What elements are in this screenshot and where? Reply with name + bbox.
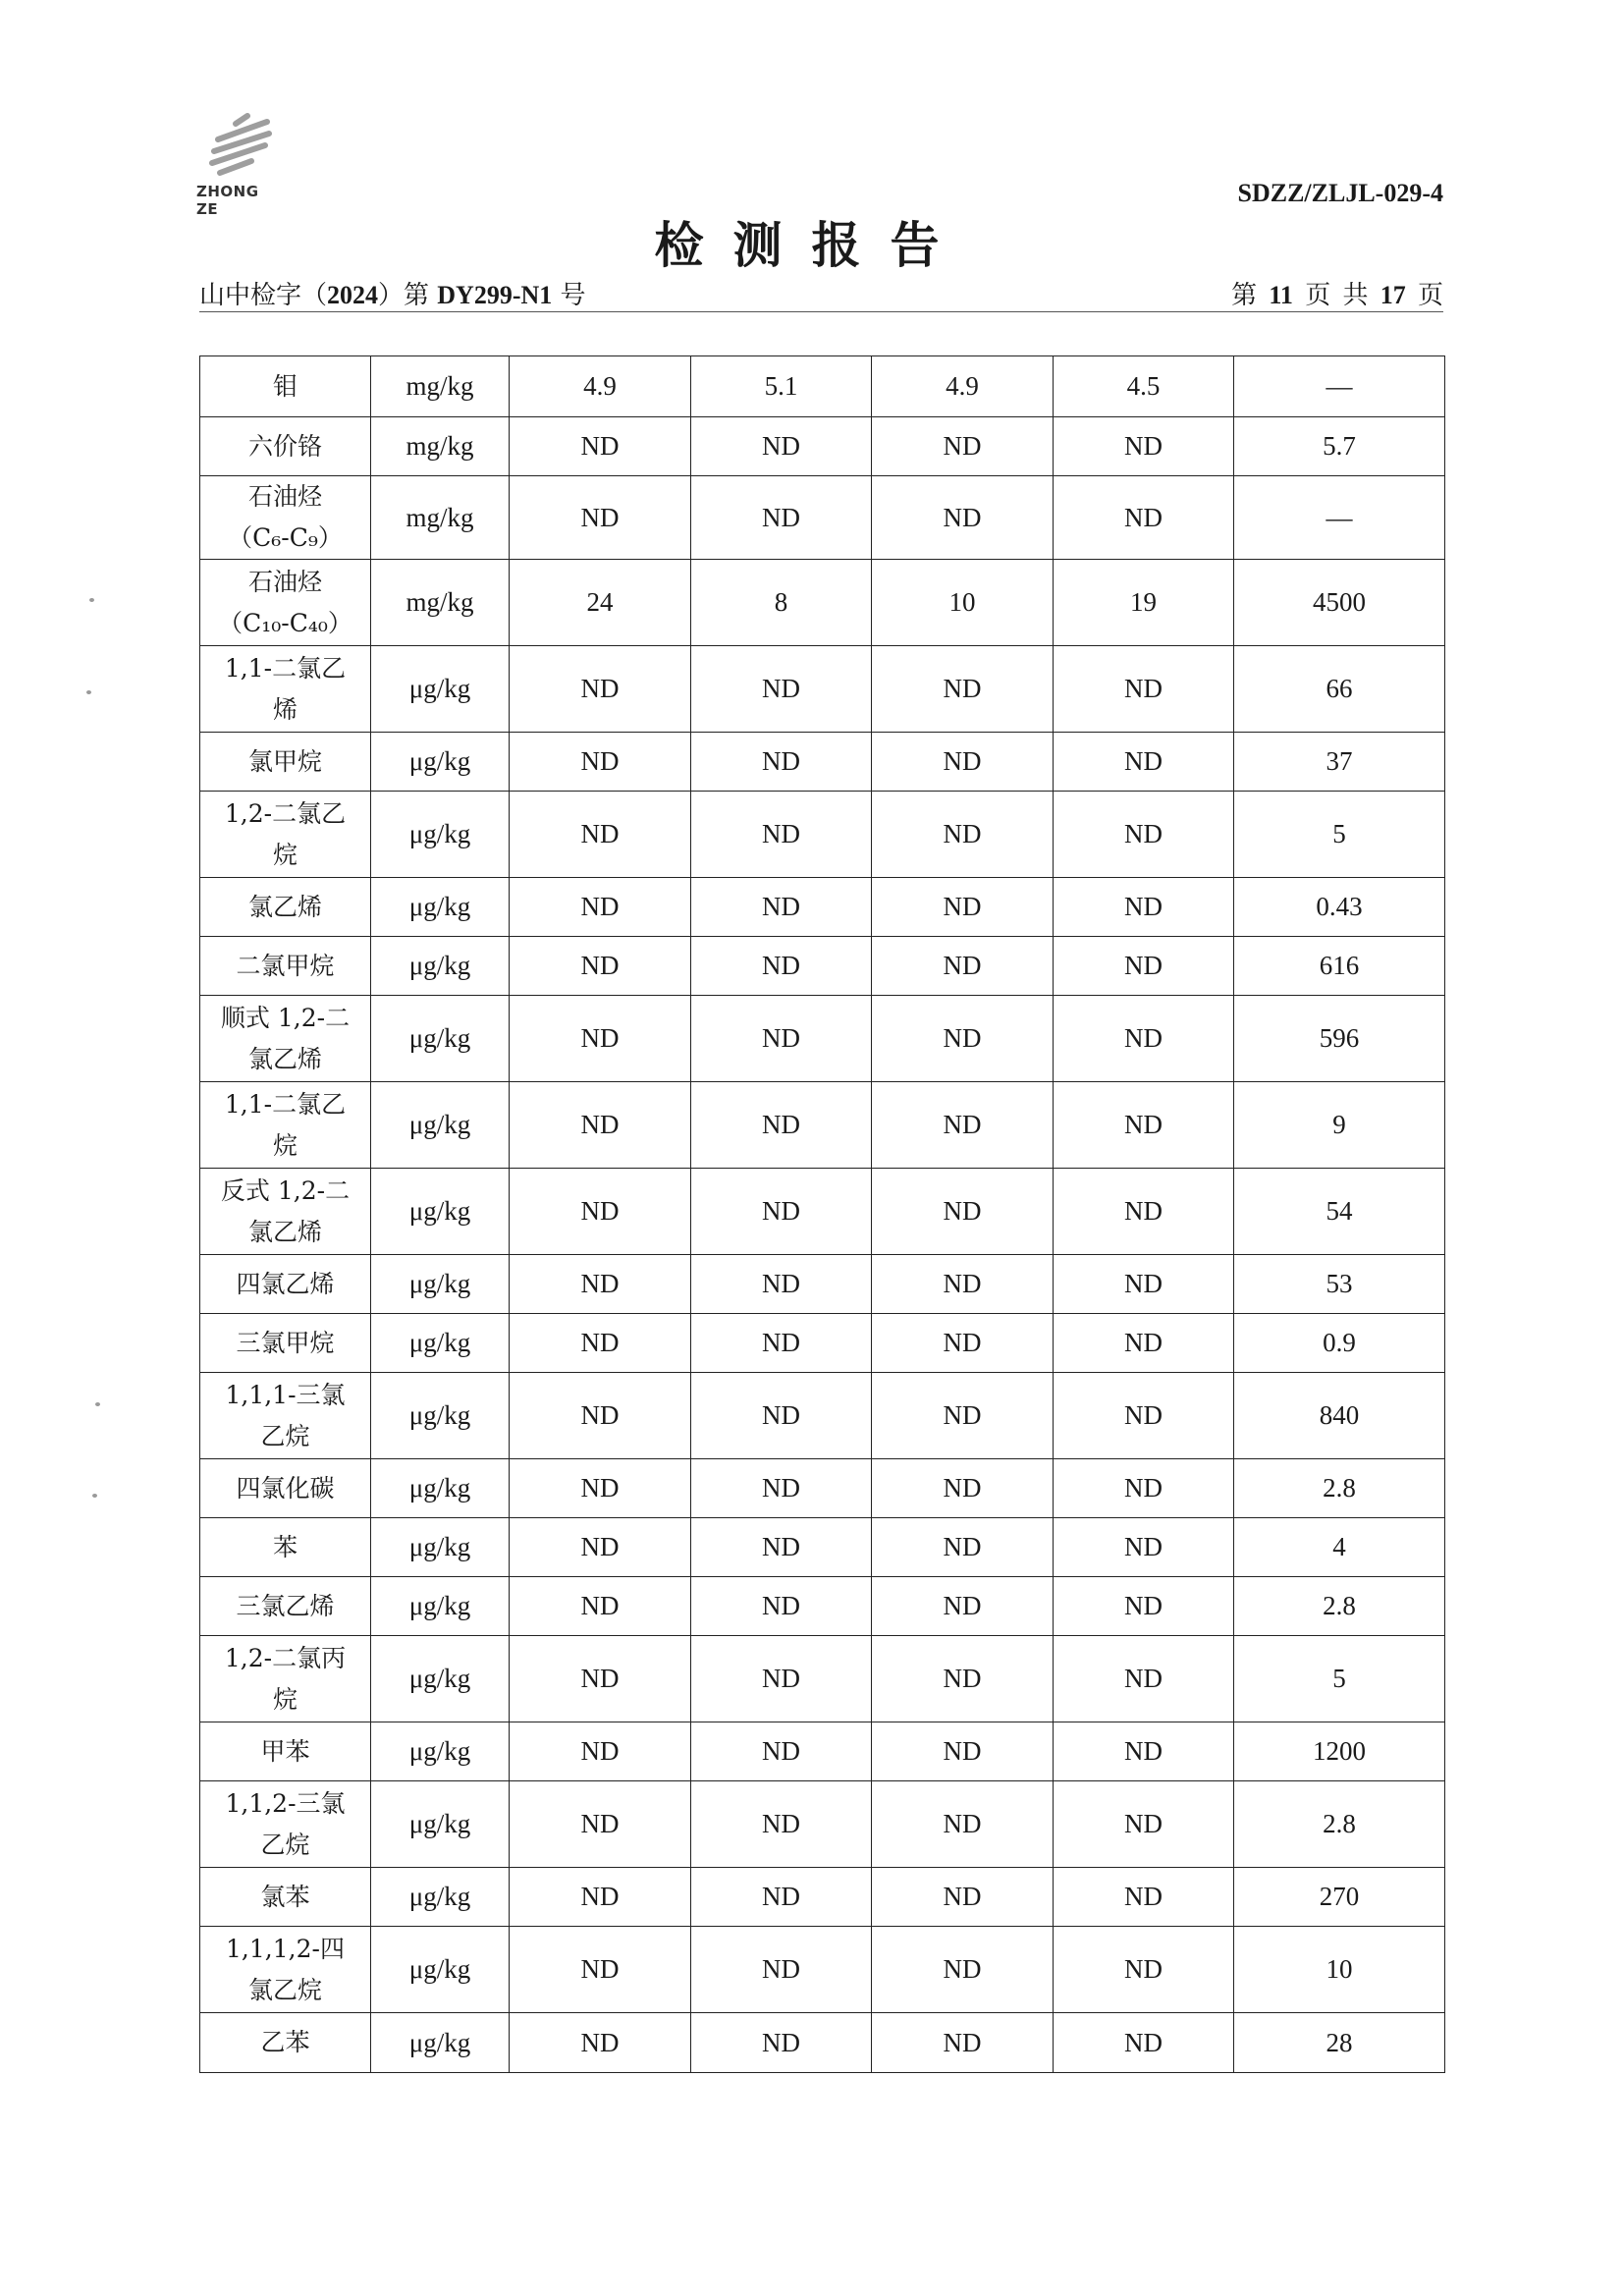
sample-3-cell: ND xyxy=(872,1927,1054,2013)
limit-cell: 2.8 xyxy=(1234,1577,1445,1636)
item-name-line: （C₁₀-C₄₀） xyxy=(218,608,352,637)
sample-3-cell: ND xyxy=(872,1169,1054,1255)
sample-3-cell: ND xyxy=(872,996,1054,1082)
sample-4-cell: ND xyxy=(1054,1459,1234,1518)
sample-1-cell: ND xyxy=(510,1169,691,1255)
item-name-line: 乙苯 xyxy=(260,2028,310,2056)
limit-cell: 4 xyxy=(1234,1518,1445,1577)
sample-4-cell: ND xyxy=(1054,1636,1234,1722)
item-name-cell xyxy=(200,1082,371,1169)
sample-2-cell: ND xyxy=(691,417,872,476)
limit-cell: 840 xyxy=(1234,1373,1445,1459)
item-name-cell xyxy=(200,1314,371,1373)
limit-cell: 66 xyxy=(1234,646,1445,733)
unit-cell: μg/kg xyxy=(371,878,510,937)
limit-cell: 5.7 xyxy=(1234,417,1445,476)
item-name-cell xyxy=(200,417,371,476)
unit-cell: μg/kg xyxy=(371,1518,510,1577)
sample-4-cell: ND xyxy=(1054,1577,1234,1636)
item-name-cell xyxy=(200,560,371,646)
item-name-line: 钼 xyxy=(272,371,298,401)
unit-cell: mg/kg xyxy=(371,417,510,476)
sample-3-cell: ND xyxy=(872,1518,1054,1577)
item-name-line: 甲苯 xyxy=(260,1736,310,1766)
sample-1-cell: ND xyxy=(510,1927,691,2013)
sample-2-cell: ND xyxy=(691,1373,872,1459)
unit-cell: mg/kg xyxy=(371,356,510,417)
item-name-line: 氯苯 xyxy=(260,1882,310,1911)
sample-4-cell: 19 xyxy=(1054,560,1234,646)
item-name-cell xyxy=(200,1169,371,1255)
limit-cell: — xyxy=(1234,356,1445,417)
unit-cell: mg/kg xyxy=(371,560,510,646)
item-name-cell xyxy=(200,792,371,878)
sample-1-cell: ND xyxy=(510,417,691,476)
item-name-line: 1,1,1-三氯 xyxy=(225,1380,346,1409)
sample-1-cell: ND xyxy=(510,792,691,878)
limit-cell: 5 xyxy=(1234,1636,1445,1722)
item-name-cell xyxy=(200,878,371,937)
sample-1-cell: ND xyxy=(510,1577,691,1636)
sample-2-cell: ND xyxy=(691,1636,872,1722)
unit-cell: μg/kg xyxy=(371,1577,510,1636)
unit-cell: μg/kg xyxy=(371,1314,510,1373)
unit-cell: μg/kg xyxy=(371,996,510,1082)
sample-2-cell: ND xyxy=(691,996,872,1082)
sample-2-cell: 8 xyxy=(691,560,872,646)
item-name-line: 乙烷 xyxy=(260,1830,310,1859)
sample-1-cell: ND xyxy=(510,476,691,560)
sample-2-cell: ND xyxy=(691,2013,872,2073)
limit-cell: 0.9 xyxy=(1234,1314,1445,1373)
sample-1-cell: ND xyxy=(510,1373,691,1459)
item-name-line: 1,1-二氯乙 xyxy=(224,1089,347,1119)
sample-2-cell: ND xyxy=(691,1169,872,1255)
unit-cell: μg/kg xyxy=(371,1373,510,1459)
table-row xyxy=(200,878,1445,937)
page-indicator xyxy=(1231,275,1443,311)
table-row xyxy=(200,1868,1445,1927)
item-name-cell xyxy=(200,646,371,733)
item-name-cell xyxy=(200,356,371,417)
item-name-line: 1,1,1,2-四 xyxy=(226,1934,345,1963)
sample-2-cell: ND xyxy=(691,1868,872,1927)
scan-speck xyxy=(89,598,94,602)
table-row xyxy=(200,1722,1445,1781)
item-name-line: 1,2-二氯丙 xyxy=(224,1643,347,1672)
table-row xyxy=(200,1781,1445,1868)
sample-4-cell: ND xyxy=(1054,996,1234,1082)
limit-cell: — xyxy=(1234,476,1445,560)
item-name-cell xyxy=(200,1518,371,1577)
item-name-line: 乙烷 xyxy=(260,1421,310,1450)
sample-2-cell: ND xyxy=(691,1255,872,1314)
item-name-cell xyxy=(200,1459,371,1518)
item-name-line: 三氯甲烷 xyxy=(236,1328,335,1357)
sample-4-cell: ND xyxy=(1054,1722,1234,1781)
document-code: SDZZ/ZLJL-029-4 xyxy=(1237,179,1443,207)
limit-cell: 2.8 xyxy=(1234,1459,1445,1518)
item-name-cell xyxy=(200,733,371,792)
sample-1-cell: ND xyxy=(510,1868,691,1927)
table-row xyxy=(200,1636,1445,1722)
sample-2-cell: ND xyxy=(691,1518,872,1577)
item-name-cell xyxy=(200,1927,371,2013)
sample-4-cell: ND xyxy=(1054,646,1234,733)
report-number xyxy=(199,275,586,311)
limit-cell: 10 xyxy=(1234,1927,1445,2013)
page-total: 17 xyxy=(1380,281,1406,309)
item-name-line: 三氯乙烯 xyxy=(236,1591,335,1620)
table-row xyxy=(200,1255,1445,1314)
sample-3-cell: ND xyxy=(872,417,1054,476)
table-row xyxy=(200,560,1445,646)
sample-2-cell: ND xyxy=(691,1577,872,1636)
report-no-prefix: 山中检字（ xyxy=(199,281,328,310)
unit-cell: μg/kg xyxy=(371,1082,510,1169)
item-name-cell xyxy=(200,1577,371,1636)
table-row xyxy=(200,1314,1445,1373)
limit-cell: 5 xyxy=(1234,792,1445,878)
limit-cell: 2.8 xyxy=(1234,1781,1445,1868)
sample-2-cell: ND xyxy=(691,878,872,937)
sample-2-cell: ND xyxy=(691,937,872,996)
item-name-line: 氯乙烯 xyxy=(247,892,322,921)
sample-4-cell: ND xyxy=(1054,1169,1234,1255)
item-name-cell xyxy=(200,1636,371,1722)
unit-cell: μg/kg xyxy=(371,1459,510,1518)
limit-cell: 37 xyxy=(1234,733,1445,792)
sample-1-cell: ND xyxy=(510,1636,691,1722)
table-row xyxy=(200,417,1445,476)
logo-text: ZHONG ZE xyxy=(196,183,259,218)
limit-cell: 53 xyxy=(1234,1255,1445,1314)
sample-3-cell: ND xyxy=(872,476,1054,560)
table-row xyxy=(200,1927,1445,2013)
sample-2-cell: ND xyxy=(691,1722,872,1781)
item-name-line: 烯 xyxy=(272,694,298,724)
item-name-line: 1,1-二氯乙 xyxy=(224,653,347,683)
unit-cell: μg/kg xyxy=(371,1255,510,1314)
item-name-cell xyxy=(200,1722,371,1781)
limit-cell: 28 xyxy=(1234,2013,1445,2073)
table-row xyxy=(200,646,1445,733)
item-name-line: 氯甲烷 xyxy=(247,746,322,776)
sample-1-cell: ND xyxy=(510,1518,691,1577)
sample-2-cell: ND xyxy=(691,733,872,792)
item-name-line: （C₆-C₉） xyxy=(228,523,343,552)
page-label-a: 第 xyxy=(1231,281,1258,310)
item-name-cell xyxy=(200,2013,371,2073)
table-row xyxy=(200,1459,1445,1518)
sample-2-cell: 5.1 xyxy=(691,356,872,417)
sample-4-cell: ND xyxy=(1054,792,1234,878)
sample-4-cell: ND xyxy=(1054,1781,1234,1868)
sample-3-cell: ND xyxy=(872,733,1054,792)
table-row xyxy=(200,792,1445,878)
item-name-line: 烷 xyxy=(272,840,298,869)
page-label-b: 页 共 xyxy=(1305,281,1369,310)
unit-cell: μg/kg xyxy=(371,1868,510,1927)
item-name-line: 烷 xyxy=(272,1684,298,1714)
sample-3-cell: ND xyxy=(872,2013,1054,2073)
sample-1-cell: 24 xyxy=(510,560,691,646)
sample-3-cell: ND xyxy=(872,1459,1054,1518)
item-name-line: 1,2-二氯乙 xyxy=(224,798,347,828)
item-name-line: 顺式 1,2-二 xyxy=(220,1003,351,1032)
table-row xyxy=(200,356,1445,417)
sample-3-cell: ND xyxy=(872,792,1054,878)
page-title: 检测报告 xyxy=(654,216,969,274)
item-name-line: 反式 1,2-二 xyxy=(220,1175,351,1205)
item-name-cell xyxy=(200,476,371,560)
unit-cell: μg/kg xyxy=(371,1636,510,1722)
table-row xyxy=(200,1373,1445,1459)
logo-mark-icon xyxy=(196,110,285,184)
item-name-line: 四氯化碳 xyxy=(236,1473,335,1503)
scan-speck xyxy=(95,1402,100,1406)
sample-1-cell: ND xyxy=(510,1255,691,1314)
sample-1-cell: ND xyxy=(510,646,691,733)
sample-2-cell: ND xyxy=(691,792,872,878)
sample-1-cell: ND xyxy=(510,1781,691,1868)
unit-cell: μg/kg xyxy=(371,646,510,733)
sample-4-cell: ND xyxy=(1054,2013,1234,2073)
sample-4-cell: ND xyxy=(1054,1868,1234,1927)
sample-3-cell: ND xyxy=(872,878,1054,937)
scan-speck xyxy=(92,1494,97,1498)
sample-3-cell: 4.9 xyxy=(872,356,1054,417)
sample-1-cell: 4.9 xyxy=(510,356,691,417)
item-name-line: 氯乙烯 xyxy=(247,1044,322,1073)
sample-2-cell: ND xyxy=(691,1459,872,1518)
sample-1-cell: ND xyxy=(510,2013,691,2073)
sample-1-cell: ND xyxy=(510,733,691,792)
page-label-c: 页 xyxy=(1417,281,1443,310)
item-name-line: 苯 xyxy=(272,1532,298,1561)
unit-cell: μg/kg xyxy=(371,937,510,996)
sample-1-cell: ND xyxy=(510,1722,691,1781)
results-table xyxy=(199,355,1445,2073)
item-name-line: 烷 xyxy=(272,1130,298,1160)
item-name-cell xyxy=(200,1255,371,1314)
sample-3-cell: 10 xyxy=(872,560,1054,646)
table-row xyxy=(200,1518,1445,1577)
limit-cell: 54 xyxy=(1234,1169,1445,1255)
sample-1-cell: ND xyxy=(510,1314,691,1373)
limit-cell: 596 xyxy=(1234,996,1445,1082)
item-name-line: 石油烃 xyxy=(247,567,322,596)
report-no-suffix: 号 xyxy=(552,281,586,310)
sample-4-cell: 4.5 xyxy=(1054,356,1234,417)
unit-cell: μg/kg xyxy=(371,733,510,792)
sample-4-cell: ND xyxy=(1054,1314,1234,1373)
sample-2-cell: ND xyxy=(691,1927,872,2013)
sample-1-cell: ND xyxy=(510,1082,691,1169)
table-row xyxy=(200,2013,1445,2073)
item-name-line: 四氯乙烯 xyxy=(236,1269,335,1298)
sample-4-cell: ND xyxy=(1054,937,1234,996)
sample-3-cell: ND xyxy=(872,1255,1054,1314)
sample-2-cell: ND xyxy=(691,1781,872,1868)
sample-2-cell: ND xyxy=(691,1314,872,1373)
limit-cell: 4500 xyxy=(1234,560,1445,646)
sample-2-cell: ND xyxy=(691,476,872,560)
item-name-cell xyxy=(200,1868,371,1927)
table-row xyxy=(200,996,1445,1082)
sample-2-cell: ND xyxy=(691,646,872,733)
sample-1-cell: ND xyxy=(510,878,691,937)
sample-3-cell: ND xyxy=(872,1781,1054,1868)
item-name-cell xyxy=(200,937,371,996)
sample-4-cell: ND xyxy=(1054,1518,1234,1577)
report-no-middle: ）第 xyxy=(378,281,438,310)
limit-cell: 270 xyxy=(1234,1868,1445,1927)
item-name-cell xyxy=(200,996,371,1082)
table-row xyxy=(200,733,1445,792)
sample-4-cell: ND xyxy=(1054,878,1234,937)
sample-4-cell: ND xyxy=(1054,476,1234,560)
sample-3-cell: ND xyxy=(872,1082,1054,1169)
sample-3-cell: ND xyxy=(872,1314,1054,1373)
limit-cell: 1200 xyxy=(1234,1722,1445,1781)
item-name-line: 二氯甲烷 xyxy=(236,951,335,980)
item-name-cell xyxy=(200,1373,371,1459)
report-year: 2024 xyxy=(327,281,379,309)
item-name-line: 1,1,2-三氯 xyxy=(225,1788,346,1818)
table-row xyxy=(200,476,1445,560)
limit-cell: 0.43 xyxy=(1234,878,1445,937)
item-name-cell xyxy=(200,1781,371,1868)
sample-4-cell: ND xyxy=(1054,1373,1234,1459)
table-row xyxy=(200,1577,1445,1636)
sample-4-cell: ND xyxy=(1054,733,1234,792)
sample-4-cell: ND xyxy=(1054,1255,1234,1314)
limit-cell: 616 xyxy=(1234,937,1445,996)
table-row xyxy=(200,937,1445,996)
item-name-line: 氯乙烯 xyxy=(247,1217,322,1246)
sample-3-cell: ND xyxy=(872,1577,1054,1636)
report-serial: DY299-N1 xyxy=(437,281,553,309)
sample-1-cell: ND xyxy=(510,1459,691,1518)
unit-cell: μg/kg xyxy=(371,1722,510,1781)
sample-3-cell: ND xyxy=(872,1722,1054,1781)
sample-1-cell: ND xyxy=(510,996,691,1082)
page-current: 11 xyxy=(1269,281,1293,309)
unit-cell: μg/kg xyxy=(371,1781,510,1868)
item-name-line: 氯乙烷 xyxy=(247,1975,322,2004)
scan-speck xyxy=(86,690,91,694)
sample-3-cell: ND xyxy=(872,646,1054,733)
item-name-line: 六价铬 xyxy=(247,431,322,461)
unit-cell: μg/kg xyxy=(371,792,510,878)
sample-4-cell: ND xyxy=(1054,1082,1234,1169)
sample-3-cell: ND xyxy=(872,1868,1054,1927)
sample-3-cell: ND xyxy=(872,937,1054,996)
sample-2-cell: ND xyxy=(691,1082,872,1169)
unit-cell: mg/kg xyxy=(371,476,510,560)
sample-4-cell: ND xyxy=(1054,417,1234,476)
sample-4-cell: ND xyxy=(1054,1927,1234,2013)
sample-3-cell: ND xyxy=(872,1373,1054,1459)
unit-cell: μg/kg xyxy=(371,1169,510,1255)
sample-1-cell: ND xyxy=(510,937,691,996)
header-divider xyxy=(199,311,1443,312)
table-row xyxy=(200,1082,1445,1169)
unit-cell: μg/kg xyxy=(371,2013,510,2073)
sample-3-cell: ND xyxy=(872,1636,1054,1722)
results-table-body xyxy=(200,356,1445,2073)
unit-cell: μg/kg xyxy=(371,1927,510,2013)
table-row xyxy=(200,1169,1445,1255)
item-name-line: 石油烃 xyxy=(247,482,322,511)
limit-cell: 9 xyxy=(1234,1082,1445,1169)
